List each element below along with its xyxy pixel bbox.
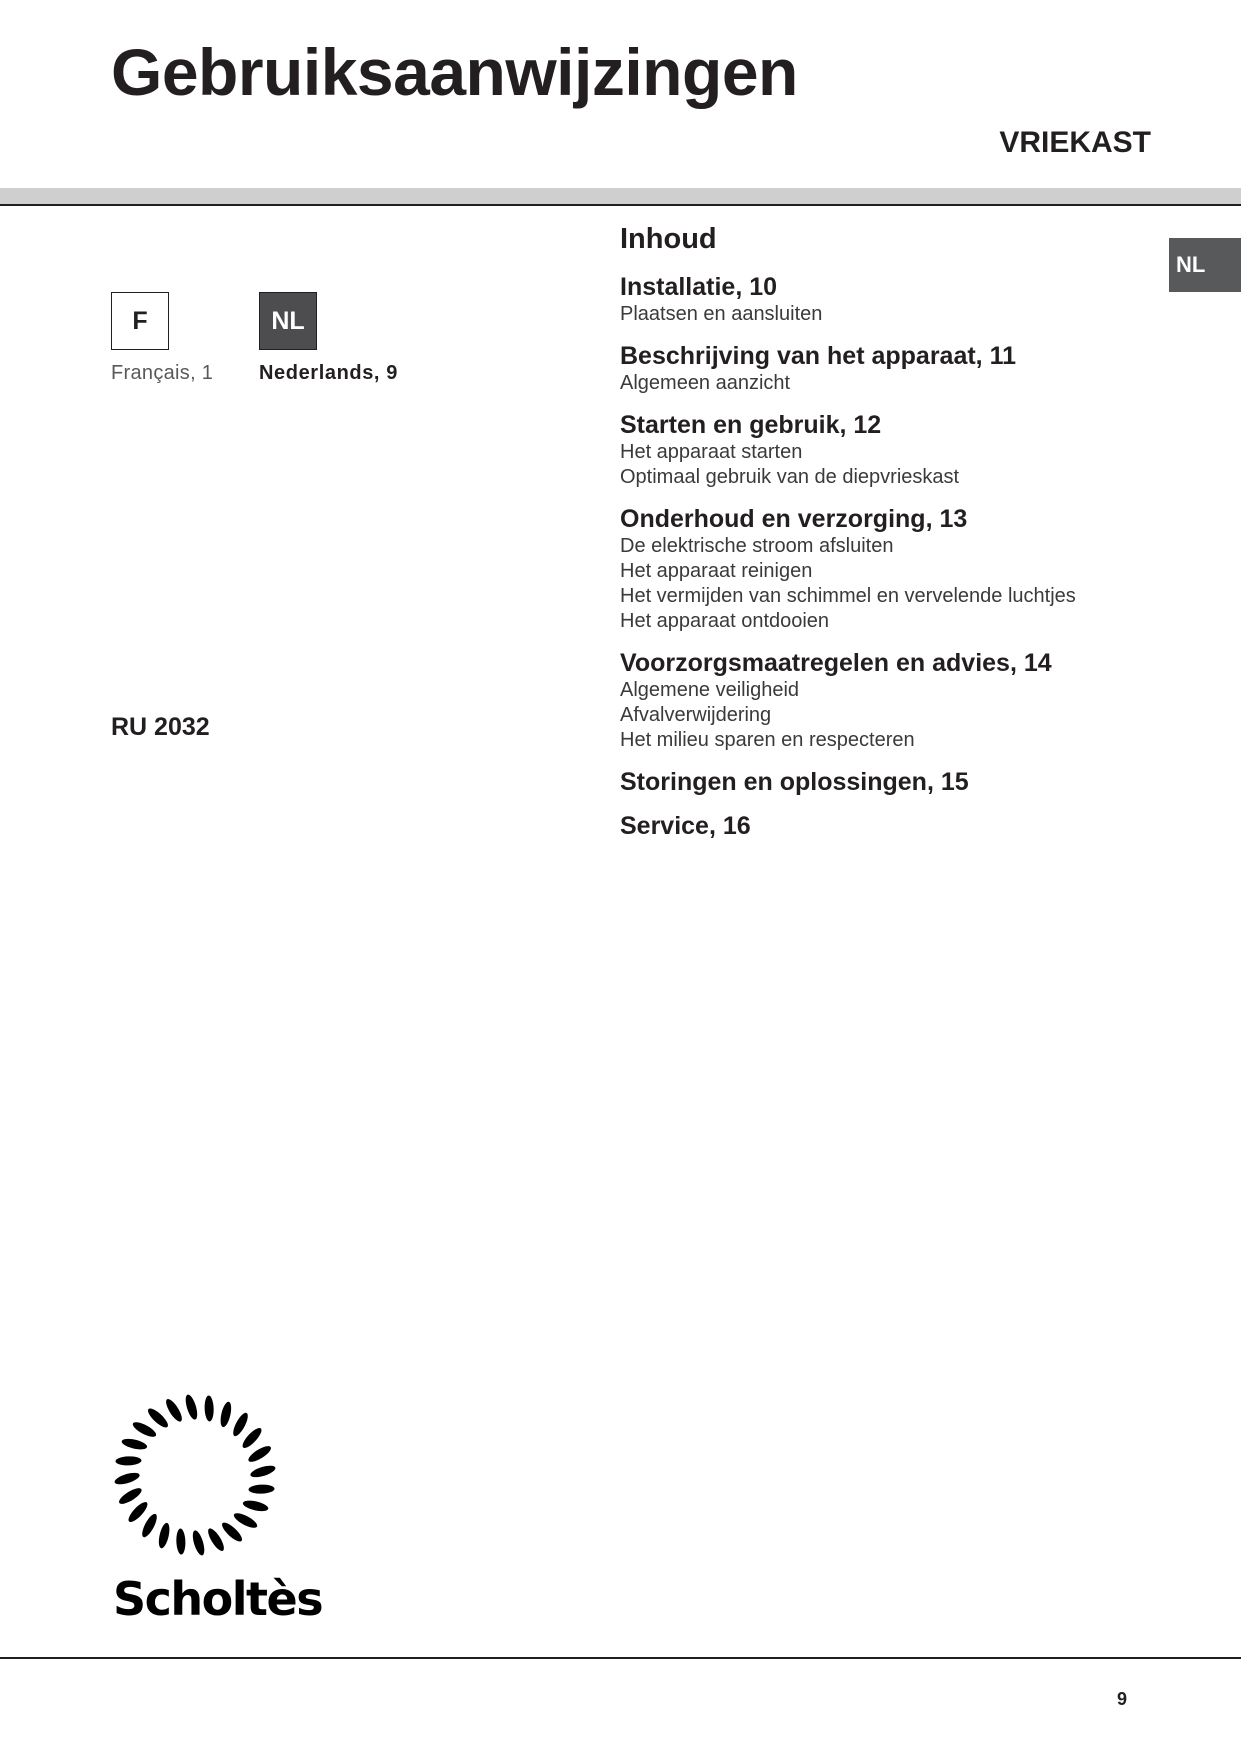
toc-item: Het apparaat starten [620, 441, 803, 463]
logo-ray [205, 1526, 226, 1553]
toc-section-title: Service, 16 [620, 812, 751, 840]
toc-item: Algemeen aanzicht [620, 372, 791, 394]
page-number: 9 [1117, 1689, 1128, 1709]
toc-item: Algemene veiligheid [620, 679, 800, 701]
toc-section-title: Voorzorgsmaatregelen en advies, 14 [620, 649, 1052, 677]
language-side-tab: NL [1169, 238, 1241, 292]
toc-section-title: Installatie, 10 [620, 273, 778, 301]
footer-rule [0, 1657, 1241, 1659]
toc-section [620, 341, 1180, 396]
logo-ray [115, 1456, 141, 1466]
document-title: Gebruiksaanwijzingen [111, 35, 798, 109]
model-number: RU 2032 [111, 713, 210, 741]
toc-item: Het apparaat ontdooien [620, 610, 830, 632]
toc-section [620, 811, 1180, 841]
language-box-french: F [111, 292, 169, 350]
toc-item: Afvalverwijdering [620, 704, 772, 726]
toc-item: De elektrische stroom afsluiten [620, 535, 894, 557]
logo-ray [176, 1528, 186, 1554]
product-type: VRIEKAST [999, 126, 1151, 159]
table-of-contents [620, 220, 1180, 841]
logo-ray [145, 1406, 170, 1430]
language-label-french: Français, 1 [111, 362, 214, 384]
toc-section-title: Beschrijving van het apparaat, 11 [620, 342, 1016, 370]
toc-section [620, 410, 1180, 490]
toc-item: Het milieu sparen en respecteren [620, 729, 915, 751]
toc-section [620, 504, 1180, 634]
brand-name: Scholtès [113, 1572, 323, 1626]
toc-item: Plaatsen en aansluiten [620, 303, 823, 325]
logo-ray [157, 1522, 172, 1549]
logo-ray [131, 1419, 158, 1439]
header-band [0, 188, 1241, 204]
logo-ray [219, 1401, 234, 1428]
scholtes-sun-logo-icon [100, 1380, 290, 1570]
language-label-dutch: Nederlands, 9 [259, 362, 398, 384]
logo-ray [230, 1411, 250, 1438]
logo-ray [219, 1520, 244, 1544]
logo-ray [163, 1397, 184, 1424]
toc-section [620, 767, 1180, 797]
logo-ray [204, 1395, 214, 1421]
toc-item: Het vermijden van schimmel en vervelende luchtjes [620, 585, 1076, 607]
toc-item: Het apparaat reinigen [620, 560, 813, 582]
logo-ray [183, 1393, 199, 1420]
logo-ray [190, 1529, 206, 1556]
logo-ray [139, 1512, 159, 1539]
logo-ray [242, 1499, 269, 1514]
logo-ray [249, 1463, 276, 1479]
toc-section [620, 648, 1180, 753]
toc-section [620, 272, 1180, 327]
logo-ray [248, 1484, 274, 1494]
header-rule [0, 204, 1241, 206]
toc-item: Optimaal gebruik van de diepvrieskast [620, 466, 960, 488]
toc-heading: Inhoud [620, 223, 717, 255]
logo-ray [232, 1510, 259, 1530]
logo-ray [117, 1485, 144, 1506]
logo-ray [121, 1437, 148, 1452]
toc-section-title: Storingen en oplossingen, 15 [620, 768, 969, 796]
logo-ray [240, 1425, 264, 1450]
toc-section-title: Onderhoud en verzorging, 13 [620, 505, 968, 533]
logo-ray [246, 1443, 273, 1464]
logo-ray [126, 1499, 150, 1524]
toc-section-title: Starten en gebruik, 12 [620, 411, 882, 439]
language-box-dutch: NL [259, 292, 317, 350]
logo-ray [113, 1470, 140, 1486]
